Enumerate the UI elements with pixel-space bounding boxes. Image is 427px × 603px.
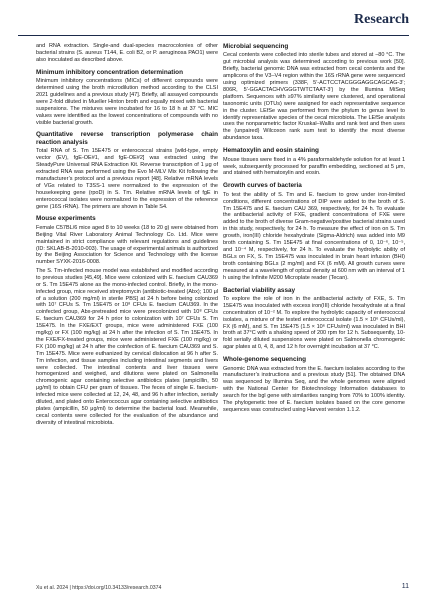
section-heading: Whole-genome sequencing: [223, 356, 307, 364]
body-paragraph: Minimum inhibitory concentrations (MICs) of different compounds were determined using the broth microdilution method according to the CLSI 2021 guidelines and a previous study [47]. Briefly, all assayed compounds were 2-fold diluted in Mueller Hinton broth and equally mixed with bacterial suspensions. The mixtures were incubated for 16 to 18 h at 37 °C. MIC values were identified as the lowest concentrations of compounds with no visible bacterial growth.: [36, 78, 218, 126]
body-paragraph: Total RNA of S. Tm 15E475 or enterococcal strains [wild-type, empty vector (EV), fgE-OE#1, and fgE-OE#2] was extracted using the SteadyPure Universal RNA Extraction Kit. Reverse transcription of 1 μg of extracted RNA was performed using the Evo M-MLV Mix Kit following the manufacturer’s protocol and a previous report [48]. Relative mRNA levels of VGs related to T3SS-1 were normalized to the expression of the housekeeping gene (rpoD) in S. Tm. Relative mRNA levels of fgE in enterococcal isolates were normalized to the expression of the reference gene (16S rRNA). The primers are shown in Table S4.: [36, 148, 218, 210]
section-heading: Hematoxylin and eosin staining: [223, 147, 319, 155]
section-heading: Microbial sequencing: [223, 43, 289, 50]
body-paragraph: Mouse tissues were fixed in a 4% paraformaldehyde solution for at least 1 week, subsequently processed for paraffin embedding, sectioned at 5 μm, and stained with hematoxylin and eosin.: [223, 156, 405, 177]
body-paragraph: and RNA extraction. Single-and dual-species macrocolonies of other bacterial strains (S. aureus T144, E. coli B2, or P. aeruginosa PAO1) were also inoculated as described above.: [36, 43, 218, 63]
page-number: 11: [401, 583, 409, 590]
section-heading: Minimum inhibitory concentration determination: [36, 68, 183, 76]
left-column: [36, 43, 218, 428]
header-divider: [18, 35, 409, 36]
right-column: [223, 43, 405, 416]
body-paragraph: To explore the role of iron in the antibacterial activity of FXE, S. Tm 15E475 was inoculated with excess iron(III) chloride hexahydrate at a final concentration of 10⁻² M. To explore the hydrolytic capacity of enterococcal isolates, a mixture of the tested enterococcal isolate (1.5 × 10⁶ CFUs/ml), FX (6 mM), and S. Tm 15E475 (1.5 × 10⁶ CFUs/ml) was inoculated in BHI broth at 37°C with a shaking speed of 200 rpm for 12 h. Subsequently, 10-fold serially diluted suspensions were plated on Salmonella chromogenic agar plates at 0, 4, 8, and 12 h for overnight incubation at 37 °C.: [223, 295, 405, 351]
body-paragraph: Genomic DNA was extracted from the E. faecium isolates according to the manufacturer’s instructions and a previous study [51]. The obtained DNA was sequenced by Illumina Seq, and the whole genomes were aligned with the National Center for Biotechnology Information databases to search for the bgl gene with similarities ranging from 70% to 100% identity. The phylogenetic tree of E. faecium isolates based on the core genome sequences was constructed using Harvest version 1.1.2.: [223, 365, 405, 413]
journal-title: Research: [354, 12, 409, 27]
section-heading: Bacterial viability assay: [223, 286, 296, 294]
body-paragraph: Cecal contents were collected into sterile tubes and stored at −80 °C. The gut microbial analysis was determined according to previous work [50]. Briefly, bacterial genomic DNA was extracted from cecal contents and the amplicons of the V3–V4 region within the 16S rRNA gene were sequenced using optimized primers (338F, 5′-ACTCCTACGGGAGGCAGCAG-3′; 806R, 5′-GGACTACHVGGGTWTCTAAT-3′) by the Illumina MiSeq platform. Sequences with ≥97% similarity were clustered, and operational taxonomic units (OTUs) were assigned for each representative sequence in the cluster. LEfSe was performed from the phylum to genus level to identify representative species of the cecal microbiota. The LEfSe analysis uses the nonparametric factor Kruskal–Wallis and rank test and then uses the (unpaired) Wilcoxon rank sum test to identify the most diverse abundance taxa.: [223, 52, 405, 142]
body-paragraph: The S. Tm-infected mouse model was established and modified according to previous studies [45,49]. Mice were colonized with E. faecium CAU369 or S. Tm 15E475 alone as the mono-infected control. Briefly, in the mono-infected group, mice received streptomycin (antibiotic-treated (Abx); 100 μl of a solution (200 mg/ml) in sterile PBS] at 24 h before being colonized with 10⁷ CFUs S. Tm 15E475 or 10⁸ CFUs E. faecium CAU369. In the coinfected group, Abx-pretreated mice were precolonized with 10⁸ CFUs E. faecium CAU369 for 24 h prior to colonization with 10⁷ CFUs S. Tm 15E475. In the FXE/EXT groups, mice were administered FXE (100 mg/kg) or FX (100 mg/kg) at 24 h after the infection of S. Tm 15E475. In the FXE/FX-treated groups, mice were administered FXE (100 mg/kg) or FX (100 mg/kg) at 24 h after the coinfection of E. faecium CAU369 and S. Tm 15E475. Mice were euthanized by cervical dislocation at 96 h after S. Tm infection, and tissue samples including intestinal segments and livers were collected. The intestinal contents and liver tissues were homogenized and weighed, and dilutions were plated on Salmonella chromogenic agar containing selective antibiotics plates (ampicillin, 50 μg/ml) to obtain CFU per gram of tissues. The feces of single E. faecium-infected mice were collected at 12, 24, 48, and 96 h after infection, serially diluted, and plated onto Enterococcus agar containing selective antibiotics plates (ampicillin, 50 μg/ml) to determine the bacterial load. Meanwhile, cecal contents were collected for the evaluation of the abundance and diversity of intestinal microbiota.: [36, 267, 218, 426]
body-paragraph: Female C57BL/6 mice aged 8 to 10 weeks (18 to 20 g) were obtained from Beijing Vital River Laboratory Animal Technology Co. Ltd. Mice were maintained in strict compliance with relevant regulations and guidelines (ID: SKLAB-B-2010-003). The usage of experimental animals is authorized by the Beijing Association for Science and Technology with the license number SYXK-2016-0008.: [36, 224, 218, 266]
body-paragraph: To test the ability of S. Tm and E. faecium to grow under iron-limited conditions, different concentrations of DIP were added to the broth of S. Tm 15E475 and E. faecium CAU 369, respectively, for 24 h. To evaluate the antibacterial activity of FXE, gradient concentrations of FXE were added to the broth of diverse Gram-negative/positive bacterial strains used in this study, respectively, for 24 h. To measure the effect of iron on S. Tm growth, iron(III) chloride hexahydrate (Sigma-Aldrich) was added into M9 broth containing S. Tm 15E475 at final concentrations of 0, 10⁻⁶, 10⁻⁵, and 10⁻⁴ M, respectively, for 24 h. To evaluate the hydrolytic ability of BGLs on FX, S. Tm 15E475 was inoculated in brain heart infusion (BHI) broth containing BGLs (2 mg/ml) and FX (6 mM). All growth curves were measured at a wavelength of optical density at 600 nm with an interval of 1 h using the Infinite M200 Microplate reader (Tecan).: [223, 191, 405, 281]
section-heading: Mouse experiments: [36, 215, 96, 223]
footer-citation: Xu et al. 2024 | https://doi.org/10.34133/research.0374: [36, 585, 162, 591]
section-heading: Growth curves of bacteria: [223, 182, 302, 190]
section-heading: Quantitative reverse transcription polymerase chain reaction analysis: [36, 131, 218, 146]
